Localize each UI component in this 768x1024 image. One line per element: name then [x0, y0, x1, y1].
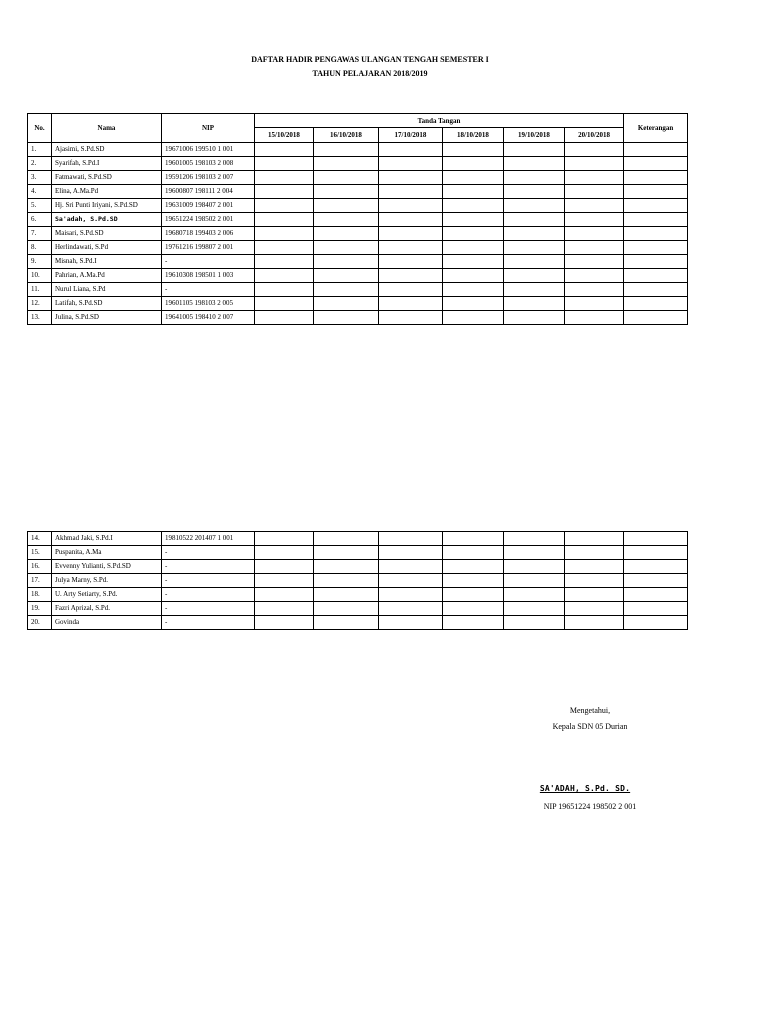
row-name: Sa'adah, S.Pd.SD [52, 213, 162, 227]
signature-cell[interactable] [443, 532, 504, 546]
signature-cell[interactable] [314, 297, 379, 311]
row-number: 2. [28, 157, 52, 171]
signature-cell[interactable] [565, 297, 624, 311]
table-row [28, 560, 688, 574]
keterangan-cell[interactable] [624, 311, 688, 325]
signature-cell[interactable] [314, 199, 379, 213]
table-row [28, 143, 688, 157]
signature-cell[interactable] [504, 255, 565, 269]
signature-cell[interactable] [504, 241, 565, 255]
row-name: Ajasimi, S.Pd.SD [52, 143, 162, 157]
keterangan-cell[interactable] [624, 227, 688, 241]
signature-cell[interactable] [379, 283, 443, 297]
table-body-part2 [28, 532, 688, 630]
keterangan-cell[interactable] [624, 546, 688, 560]
table-row [28, 241, 688, 255]
signature-cell[interactable] [314, 283, 379, 297]
keterangan-cell[interactable] [624, 574, 688, 588]
keterangan-cell[interactable] [624, 255, 688, 269]
table-row [28, 297, 688, 311]
signature-cell[interactable] [443, 157, 504, 171]
keterangan-cell[interactable] [624, 185, 688, 199]
row-nip: - [162, 588, 255, 602]
signature-cell[interactable] [314, 157, 379, 171]
row-number: 18. [28, 588, 52, 602]
row-number: 6. [28, 213, 52, 227]
header-nama: Nama [52, 114, 162, 143]
signature-cell[interactable] [255, 227, 314, 241]
row-name: Syarifah, S.Pd.I [52, 157, 162, 171]
row-nip: 19591206 198103 2 007 [162, 171, 255, 185]
header-date: 17/10/2018 [379, 128, 443, 143]
row-name: Hj. Sri Punti Iriyani, S.Pd.SD [52, 199, 162, 213]
signature-cell[interactable] [504, 283, 565, 297]
signature-cell[interactable] [443, 213, 504, 227]
signature-cell[interactable] [255, 616, 314, 630]
signature-cell[interactable] [379, 143, 443, 157]
signature-cell[interactable] [255, 255, 314, 269]
row-nip: - [162, 546, 255, 560]
row-nip: 19810522 201407 1 001 [162, 532, 255, 546]
signature-cell[interactable] [314, 143, 379, 157]
keterangan-cell[interactable] [624, 616, 688, 630]
table-row [28, 171, 688, 185]
signature-cell[interactable] [565, 185, 624, 199]
row-name: Elina, A.Ma.Pd [52, 185, 162, 199]
signature-cell[interactable] [443, 311, 504, 325]
keterangan-cell[interactable] [624, 588, 688, 602]
table-body-part1 [28, 143, 688, 325]
signatory-nip: NIP 19651224 198502 2 001 [543, 802, 637, 811]
signature-cell[interactable] [379, 157, 443, 171]
keterangan-cell[interactable] [624, 157, 688, 171]
attendance-table-part2 [27, 531, 688, 630]
signature-cell[interactable] [565, 241, 624, 255]
row-name: Evvenny Yulianti, S.Pd.SD [52, 560, 162, 574]
signature-cell[interactable] [314, 602, 379, 616]
table-row [28, 227, 688, 241]
row-number: 7. [28, 227, 52, 241]
table-row [28, 157, 688, 171]
signature-cell[interactable] [504, 532, 565, 546]
signature-cell[interactable] [504, 616, 565, 630]
signature-cell[interactable] [565, 269, 624, 283]
keterangan-cell[interactable] [624, 269, 688, 283]
signature-cell[interactable] [443, 546, 504, 560]
row-nip: - [162, 283, 255, 297]
row-number: 14. [28, 532, 52, 546]
table-row [28, 185, 688, 199]
signature-cell[interactable] [504, 311, 565, 325]
row-number: 16. [28, 560, 52, 574]
row-number: 11. [28, 283, 52, 297]
signature-cell[interactable] [379, 588, 443, 602]
signature-cell[interactable] [314, 255, 379, 269]
signature-cell[interactable] [379, 213, 443, 227]
signature-cell[interactable] [443, 616, 504, 630]
row-name: Fatmawati, S.Pd.SD [52, 171, 162, 185]
signature-cell[interactable] [443, 574, 504, 588]
signature-cell[interactable] [255, 311, 314, 325]
row-nip: 19641005 198410 2 007 [162, 311, 255, 325]
table-row [28, 546, 688, 560]
row-number: 3. [28, 171, 52, 185]
signature-cell[interactable] [504, 588, 565, 602]
signature-cell[interactable] [565, 171, 624, 185]
signature-cell[interactable] [255, 283, 314, 297]
signature-cell[interactable] [565, 588, 624, 602]
row-name: Akhmad Jaki, S.Pd.I [52, 532, 162, 546]
signature-cell[interactable] [255, 546, 314, 560]
row-nip: - [162, 602, 255, 616]
signature-cell[interactable] [314, 588, 379, 602]
row-number: 8. [28, 241, 52, 255]
signatory-position: Kepala SDN 05 Durian [552, 722, 628, 731]
signature-cell[interactable] [504, 199, 565, 213]
header-tanda-tangan: Tanda Tangan [255, 114, 624, 128]
signature-cell[interactable] [443, 227, 504, 241]
signature-cell[interactable] [255, 532, 314, 546]
signature-cell[interactable] [443, 560, 504, 574]
signature-cell[interactable] [443, 171, 504, 185]
table-row [28, 532, 688, 546]
header-nip: NIP [162, 114, 255, 143]
signature-cell[interactable] [565, 616, 624, 630]
table-row [28, 616, 688, 630]
row-name: Govinda [52, 616, 162, 630]
header-date: 18/10/2018 [443, 128, 504, 143]
signature-cell[interactable] [379, 269, 443, 283]
signature-cell[interactable] [379, 171, 443, 185]
signature-cell[interactable] [379, 297, 443, 311]
signature-cell[interactable] [255, 199, 314, 213]
row-name: Pahrian, A.Ma.Pd [52, 269, 162, 283]
signature-cell[interactable] [565, 283, 624, 297]
row-number: 12. [28, 297, 52, 311]
signature-cell[interactable] [443, 269, 504, 283]
signature-cell[interactable] [255, 588, 314, 602]
signature-cell[interactable] [443, 143, 504, 157]
signature-cell[interactable] [255, 171, 314, 185]
table-row [28, 255, 688, 269]
signature-cell[interactable] [379, 574, 443, 588]
signature-cell[interactable] [565, 532, 624, 546]
row-name: Herlindawati, S.Pd [52, 241, 162, 255]
signature-cell[interactable] [565, 227, 624, 241]
signature-cell[interactable] [565, 602, 624, 616]
signature-cell[interactable] [443, 297, 504, 311]
signature-cell[interactable] [504, 171, 565, 185]
signature-cell[interactable] [504, 269, 565, 283]
signature-cell[interactable] [255, 157, 314, 171]
signature-cell[interactable] [504, 227, 565, 241]
signature-cell[interactable] [255, 185, 314, 199]
signature-cell[interactable] [379, 185, 443, 199]
signature-cell[interactable] [565, 546, 624, 560]
signature-cell[interactable] [443, 199, 504, 213]
signature-cell[interactable] [314, 171, 379, 185]
signature-cell[interactable] [314, 227, 379, 241]
row-number: 19. [28, 602, 52, 616]
signature-cell[interactable] [314, 560, 379, 574]
signature-cell[interactable] [379, 255, 443, 269]
signature-cell[interactable] [504, 213, 565, 227]
table-row [28, 311, 688, 325]
row-nip: - [162, 616, 255, 630]
signature-cell[interactable] [565, 255, 624, 269]
signature-cell[interactable] [314, 532, 379, 546]
signature-cell[interactable] [443, 185, 504, 199]
signature-cell[interactable] [504, 157, 565, 171]
header-date: 19/10/2018 [504, 128, 565, 143]
signature-cell[interactable] [379, 227, 443, 241]
signature-cell[interactable] [255, 574, 314, 588]
signature-cell[interactable] [565, 213, 624, 227]
signature-cell[interactable] [314, 311, 379, 325]
signature-cell[interactable] [314, 546, 379, 560]
row-nip: 19601105 198103 2 005 [162, 297, 255, 311]
row-number: 10. [28, 269, 52, 283]
keterangan-cell[interactable] [624, 283, 688, 297]
signature-cell[interactable] [504, 297, 565, 311]
table-row [28, 269, 688, 283]
header-date: 16/10/2018 [314, 128, 379, 143]
signature-cell[interactable] [504, 560, 565, 574]
signature-cell[interactable] [504, 143, 565, 157]
signature-cell[interactable] [379, 546, 443, 560]
signature-cell[interactable] [379, 602, 443, 616]
row-number: 5. [28, 199, 52, 213]
header-date: 20/10/2018 [565, 128, 624, 143]
signature-cell[interactable] [379, 311, 443, 325]
document-subtitle: TAHUN PELAJARAN 2018/2019 [312, 69, 428, 78]
signature-cell[interactable] [565, 311, 624, 325]
row-number: 1. [28, 143, 52, 157]
signature-cell[interactable] [314, 616, 379, 630]
row-number: 20. [28, 616, 52, 630]
keterangan-cell[interactable] [624, 560, 688, 574]
row-name: Julina, S.Pd.SD [52, 311, 162, 325]
signature-cell[interactable] [443, 255, 504, 269]
signature-cell[interactable] [255, 297, 314, 311]
row-name: U. Arty Setiarty, S.Pd. [52, 588, 162, 602]
signature-cell[interactable] [255, 213, 314, 227]
signature-cell[interactable] [255, 602, 314, 616]
header-no: No. [28, 114, 52, 143]
signature-cell[interactable] [314, 269, 379, 283]
row-name: Puspanita, A.Ma [52, 546, 162, 560]
row-name: Latifah, S.Pd.SD [52, 297, 162, 311]
row-name: Julya Marny, S.Pd. [52, 574, 162, 588]
keterangan-cell[interactable] [624, 143, 688, 157]
row-name: Maisari, S.Pd.SD [52, 227, 162, 241]
row-nip: 19651224 198502 2 001 [162, 213, 255, 227]
mengetahui-label: Mengetahui, [569, 706, 611, 715]
table-row [28, 588, 688, 602]
row-nip: 19671006 199510 1 001 [162, 143, 255, 157]
table-row [28, 574, 688, 588]
signature-cell[interactable] [379, 199, 443, 213]
signature-cell[interactable] [255, 560, 314, 574]
row-number: 13. [28, 311, 52, 325]
row-nip: 19601005 198103 2 008 [162, 157, 255, 171]
keterangan-cell[interactable] [624, 199, 688, 213]
row-nip: - [162, 255, 255, 269]
signature-cell[interactable] [314, 574, 379, 588]
signature-cell[interactable] [379, 241, 443, 255]
table-row [28, 283, 688, 297]
keterangan-cell[interactable] [624, 602, 688, 616]
signature-cell[interactable] [565, 157, 624, 171]
table-row [28, 602, 688, 616]
signature-cell[interactable] [314, 241, 379, 255]
row-name: Misnah, S.Pd.I [52, 255, 162, 269]
signature-cell[interactable] [504, 546, 565, 560]
row-nip: 19761216 199807 2 001 [162, 241, 255, 255]
keterangan-cell[interactable] [624, 213, 688, 227]
keterangan-cell[interactable] [624, 532, 688, 546]
signature-cell[interactable] [565, 199, 624, 213]
signature-cell[interactable] [379, 532, 443, 546]
row-name: Nurul Liana, S.Pd [52, 283, 162, 297]
header-date: 15/10/2018 [255, 128, 314, 143]
row-nip: 19600807 198111 2 004 [162, 185, 255, 199]
signature-cell[interactable] [255, 241, 314, 255]
signature-cell[interactable] [504, 185, 565, 199]
row-nip: 19610308 198501 1 003 [162, 269, 255, 283]
row-nip: 19631009 198407 2 001 [162, 199, 255, 213]
signatory-name: SA'ADAH, S.Pd. SD. [539, 784, 631, 793]
keterangan-cell[interactable] [624, 297, 688, 311]
table-row [28, 213, 688, 227]
signature-cell[interactable] [255, 269, 314, 283]
row-name: Fazri Aprizal, S.Pd. [52, 602, 162, 616]
signature-cell[interactable] [565, 143, 624, 157]
signature-cell[interactable] [379, 560, 443, 574]
keterangan-cell[interactable] [624, 171, 688, 185]
header-keterangan: Keterangan [624, 114, 688, 143]
row-number: 4. [28, 185, 52, 199]
signature-cell[interactable] [565, 560, 624, 574]
row-number: 15. [28, 546, 52, 560]
signature-cell[interactable] [443, 241, 504, 255]
signature-cell[interactable] [443, 602, 504, 616]
signature-cell[interactable] [314, 213, 379, 227]
row-number: 9. [28, 255, 52, 269]
document-title: DAFTAR HADIR PENGAWAS ULANGAN TENGAH SEMESTER I [251, 55, 489, 64]
attendance-table-part1 [27, 113, 688, 325]
signature-cell[interactable] [443, 283, 504, 297]
row-nip: 19680718 199403 2 006 [162, 227, 255, 241]
signature-cell[interactable] [443, 588, 504, 602]
keterangan-cell[interactable] [624, 241, 688, 255]
signature-cell[interactable] [504, 574, 565, 588]
signature-cell[interactable] [314, 185, 379, 199]
row-number: 17. [28, 574, 52, 588]
row-nip: - [162, 560, 255, 574]
signature-cell[interactable] [255, 143, 314, 157]
signature-cell[interactable] [379, 616, 443, 630]
row-nip: - [162, 574, 255, 588]
signature-cell[interactable] [504, 602, 565, 616]
table-row [28, 199, 688, 213]
signature-cell[interactable] [565, 574, 624, 588]
